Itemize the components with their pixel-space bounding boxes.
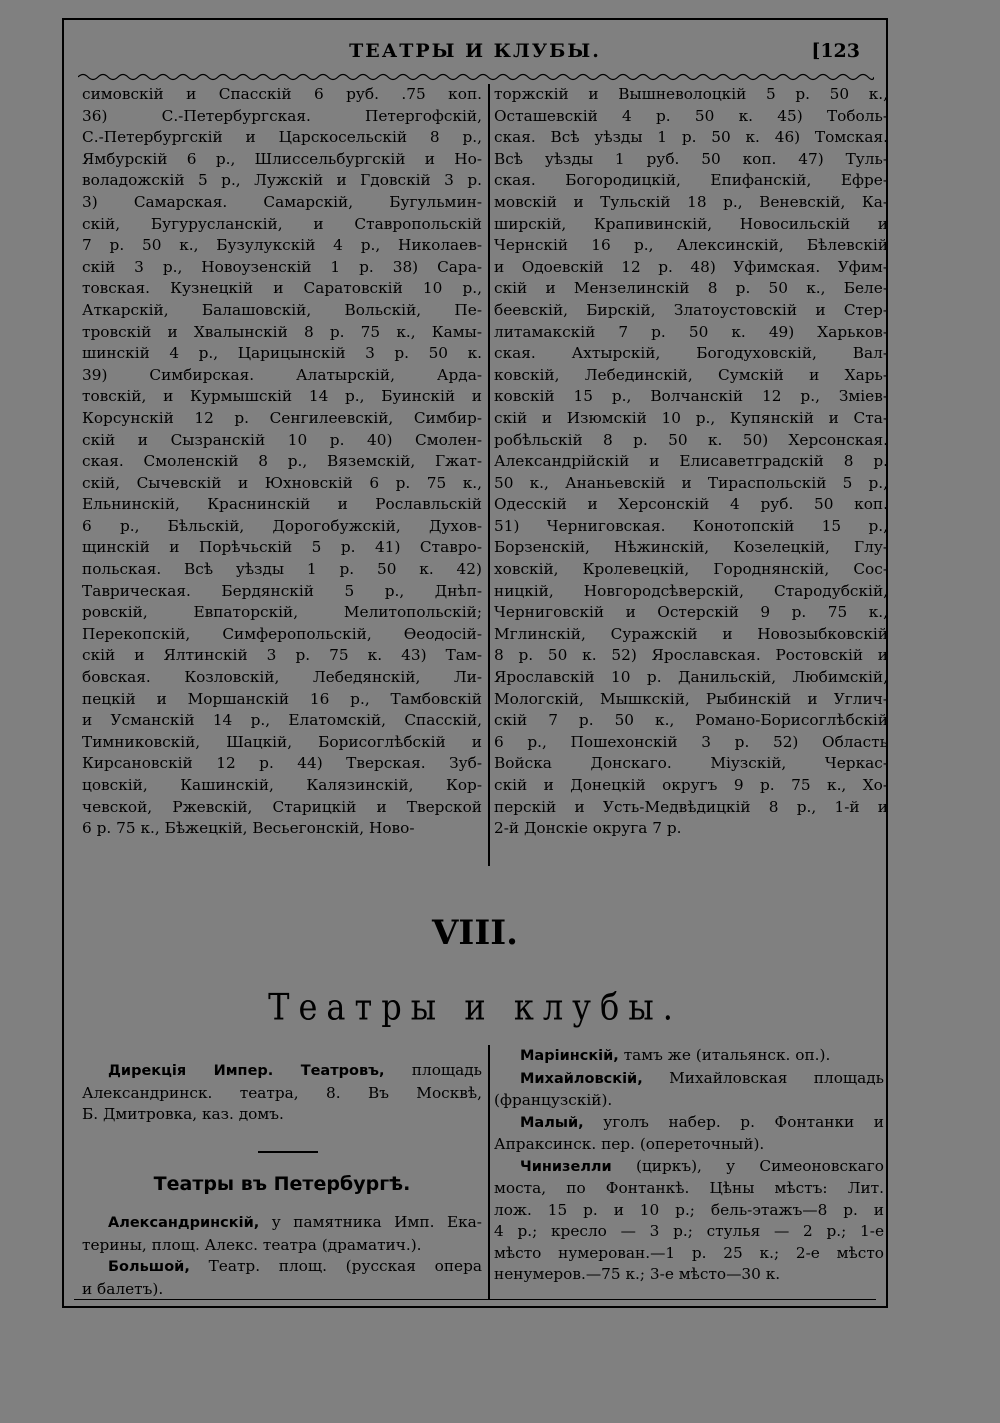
text-line: 6 р., Пошехонскій 3 р. 52) Область bbox=[494, 732, 888, 751]
text-line: и Одоевскій 12 р. 48) Уфимская. Уфим- bbox=[494, 257, 888, 276]
column-divider-lower bbox=[488, 1045, 490, 1300]
text-line: перскій и Усть-Медвѣдицкій 8 р., 1-й и bbox=[494, 797, 888, 816]
section-title: Театры и клубы. bbox=[268, 985, 682, 1029]
section-number: VIII. bbox=[432, 913, 518, 953]
text-line: Ямбурскій 6 р., Шлиссельбургскій и Но- bbox=[82, 149, 482, 168]
petersburg-heading: Театры въ Петербургѣ. bbox=[153, 1173, 411, 1195]
text-line: польская. Всѣ уѣзды 1 р. 50 к. 42) bbox=[82, 560, 482, 579]
text-line: товская. Кузнецкій и Саратовскій 10 р., bbox=[82, 279, 482, 298]
short-rule bbox=[258, 1151, 318, 1153]
text-line: скій и Изюмскій 10 р., Купянскій и Ста- bbox=[494, 408, 888, 427]
text-line: 8 р. 50 к. 52) Ярославская. Ростовскій и bbox=[494, 646, 888, 665]
page-number: [123 bbox=[811, 40, 860, 62]
text-line: ширскій, Крапивинскій, Новосильскій и bbox=[494, 214, 888, 233]
text-line: скій и Донецкій округъ 9 р. 75 к., Хо- bbox=[494, 776, 888, 794]
text-line: Ельнинскій, Краснинскій и Рославльскій bbox=[82, 495, 482, 514]
wavy-rule bbox=[78, 72, 874, 82]
text-line: литамакскій 7 р. 50 к. 49) Харьков- bbox=[494, 322, 888, 341]
text-line: 36) С.-Петербургская. Петергофскій, bbox=[82, 106, 482, 125]
bottom-rule bbox=[74, 1299, 876, 1301]
right-column bbox=[494, 84, 888, 840]
list-item: Александринскій, у памятника Имп. Ека- bbox=[108, 1213, 482, 1231]
text-line: и Усманскій 14 р., Елатомскій, Спасскій, bbox=[82, 711, 482, 730]
text-line: тровскій и Хвалынскій 8 р. 75 к., Камы- bbox=[82, 322, 482, 341]
text-line: Войска Донскаго. Міузскій, Черкас- bbox=[494, 754, 888, 773]
text-line: скій и Мензелинскій 8 р. 50 к., Беле- bbox=[494, 279, 888, 298]
text-line: Таврическая. Бердянскій 5 р., Днѣп- bbox=[82, 581, 482, 600]
text-line: 51) Черниговская. Конотопскій 15 р., bbox=[494, 516, 888, 535]
text-line: щинскій и Порѣчьскій 5 р. 41) Ставро- bbox=[82, 538, 482, 557]
text-line: торжскій и Вышневолоцкій 5 р. 50 к., bbox=[494, 85, 888, 103]
text-line: 3) Самарская. Самарскій, Бугульмин- bbox=[82, 192, 482, 211]
text-line: ховскій, Кролевецкій, Городнянскій, Сос- bbox=[494, 560, 888, 579]
direction-entry: Дирекція Импер. Театровъ, площадь Александринск. театра, 8. Въ Москвѣ, Б. Дмитровка, каз. домъ. bbox=[82, 1061, 482, 1123]
text-line: ковскій, Лебединскій, Сумскій и Харь- bbox=[494, 365, 888, 384]
text-line: Александрійскій и Елисаветградскій 8 р. bbox=[494, 452, 888, 471]
text-line: 7 р. 50 к., Бузулукскій 4 р., Николаев- bbox=[82, 236, 482, 255]
text-line: Чернскій 16 р., Алексинскій, Бѣлевскій bbox=[494, 236, 888, 255]
theatres-right-list: Маріинскій, тамъ же (итальянск. оп.). Михайловскій, Михайловская площадь (французскій). Малый, уголъ набер. р. Фонтанки и Апраксинск. пер. (опереточный). Чинизелли (циркъ), у Симеоновскаго моста, по Фонтанкѣ. Цѣны мѣстъ: Лит. лож. 15 р. и 10 р.; бель-этажъ—8 р. и 4 р.; кресло — 3 р.; стулья — 2 р.; 1-е мѣсто нумерован.—1 р. 25 к.; 2-е мѣсто ненумеров.—75 к.; 3-е мѣсто—30 к. bbox=[494, 1046, 884, 1283]
text-line: Одесскій и Херсонскій 4 руб. 50 коп. bbox=[494, 495, 888, 514]
text-line: симовскій и Спасскій 6 руб. .75 коп. bbox=[82, 85, 482, 103]
text-line: Всѣ уѣзды 1 руб. 50 коп. 47) Туль- bbox=[494, 149, 888, 168]
text-line: бовская. Козловскій, Лебедянскій, Ли- bbox=[82, 668, 482, 687]
running-header bbox=[64, 40, 886, 70]
text-line: мовскій и Тульскій 18 р., Веневскій, Ка- bbox=[494, 192, 888, 211]
text-line: беевскій, Бирскій, Златоустовскій и Стер- bbox=[494, 300, 888, 319]
text-line: скій 7 р. 50 к., Романо-Борисоглѣбскій bbox=[494, 711, 888, 730]
text-line: скій, Бугурусланскій, и Ставропольскій bbox=[82, 214, 482, 233]
text-line: Мглинскій, Суражскій и Новозыбковскій bbox=[494, 624, 888, 643]
text-line: Осташевскій 4 р. 50 к. 45) Тоболь- bbox=[494, 106, 888, 125]
direction-name: Дирекція Импер. Театровъ, bbox=[108, 1063, 385, 1079]
text-line: 6 р., Бѣльскій, Дорогобужскій, Духов- bbox=[82, 516, 482, 535]
text-line: 50 к., Ананьевскій и Тираспольскій 5 р., bbox=[494, 473, 888, 492]
text-line: Перекопскій, Симферопольскій, Ѳеодосій- bbox=[82, 624, 482, 643]
text-line: ская. Богородицкій, Епифанскій, Ефре- bbox=[494, 171, 888, 190]
text-line: робѣльскій 8 р. 50 к. 50) Херсонская. bbox=[494, 430, 888, 449]
theatres-left-list: Александринскій, у памятника Имп. Ека- терины, площ. Алекс. театра (драматич.). Большой, Театр. площ. (русская опера и балетъ). bbox=[82, 1213, 482, 1298]
chiniselli-entry: Чинизелли (циркъ), у Симеоновскаго bbox=[520, 1156, 884, 1175]
text-line: Борзенскій, Нѣжинскій, Козелецкій, Глу- bbox=[494, 538, 888, 557]
text-line: цовскій, Кашинскій, Калязинскій, Кор- bbox=[82, 776, 482, 794]
text-line: скій, Сычевскій и Юхновскій 6 р. 75 к., bbox=[82, 473, 482, 492]
text-line: ровскій, Евпаторскій, Мелитопольскій; bbox=[82, 603, 482, 622]
list-item: Маріинскій, тамъ же (итальянск. оп.). bbox=[520, 1046, 831, 1064]
text-line: ницкій, Новгородсѣверскій, Стародубскій, bbox=[494, 581, 888, 600]
text-line: шинскій 4 р., Царицынскій 3 р. 50 к. bbox=[82, 344, 482, 363]
text-line: Тимниковскій, Шацкій, Борисоглѣбскій и bbox=[82, 732, 482, 751]
text-line: скій и Ялтинскій 3 р. 75 к. 43) Там- bbox=[82, 646, 482, 665]
text-line: Мологскій, Мышкскій, Рыбинскій и Углич- bbox=[494, 689, 888, 708]
text-line: ская. Ахтырскій, Богодуховскій, Вал- bbox=[494, 344, 888, 363]
text-line: 2-й Донскіе округа 7 р. bbox=[494, 819, 682, 838]
text-line: Черниговскій и Остерскій 9 р. 75 к., bbox=[494, 603, 888, 622]
text-line: пецкій и Моршанскій 16 р., Тамбовскій bbox=[82, 689, 482, 708]
text-line: чевской, Ржевскій, Старицкій и Тверской bbox=[82, 797, 482, 816]
text-line: ковскій 15 р., Волчанскій 12 р., Змiев- bbox=[494, 387, 888, 406]
text-line: ская. Смоленскій 8 р., Вяземскій, Гжат- bbox=[82, 452, 482, 471]
text-line: С.-Петербургскій и Царскосельскій 8 р., bbox=[82, 128, 482, 147]
list-item: Большой, Театр. площ. (русская опера bbox=[108, 1257, 482, 1275]
text-line: 6 р. 75 к., Бѣжецкій, Весьегонскій, Ново- bbox=[82, 819, 415, 838]
list-item: Малый, уголъ набер. р. Фонтанки и bbox=[520, 1112, 884, 1131]
text-line: ская. Всѣ уѣзды 1 р. 50 к. 46) Томская. bbox=[494, 128, 888, 147]
text-line: товскій, и Курмышскій 14 р., Буинскій и bbox=[82, 387, 482, 406]
text-line: Кирсановскій 12 р. 44) Тверская. Зуб- bbox=[82, 754, 482, 773]
text-line: скій и Сызранскій 10 р. 40) Смолен- bbox=[82, 430, 482, 449]
column-divider bbox=[488, 84, 490, 866]
text-line: Корсунскій 12 р. Сенгилеевскій, Симбир- bbox=[82, 408, 482, 427]
text-line: скій 3 р., Новоузенскій 1 р. 38) Сара- bbox=[82, 257, 482, 276]
text-line: Ярославскій 10 р. Данильскій, Любимскій, bbox=[494, 668, 888, 687]
text-line: Аткарскій, Балашовскій, Вольскій, Пе- bbox=[82, 300, 482, 319]
list-item: Михайловскій, Михайловская площадь bbox=[520, 1068, 884, 1087]
text-line: воладожскій 5 р., Лужскій и Гдовскій 3 р. bbox=[82, 171, 482, 190]
left-column bbox=[82, 84, 482, 840]
book-page bbox=[62, 18, 888, 1308]
text-line: 39) Симбирская. Алатырскій, Арда- bbox=[82, 365, 482, 384]
header-title: ТЕАТРЫ И КЛУБЫ. bbox=[349, 40, 601, 62]
